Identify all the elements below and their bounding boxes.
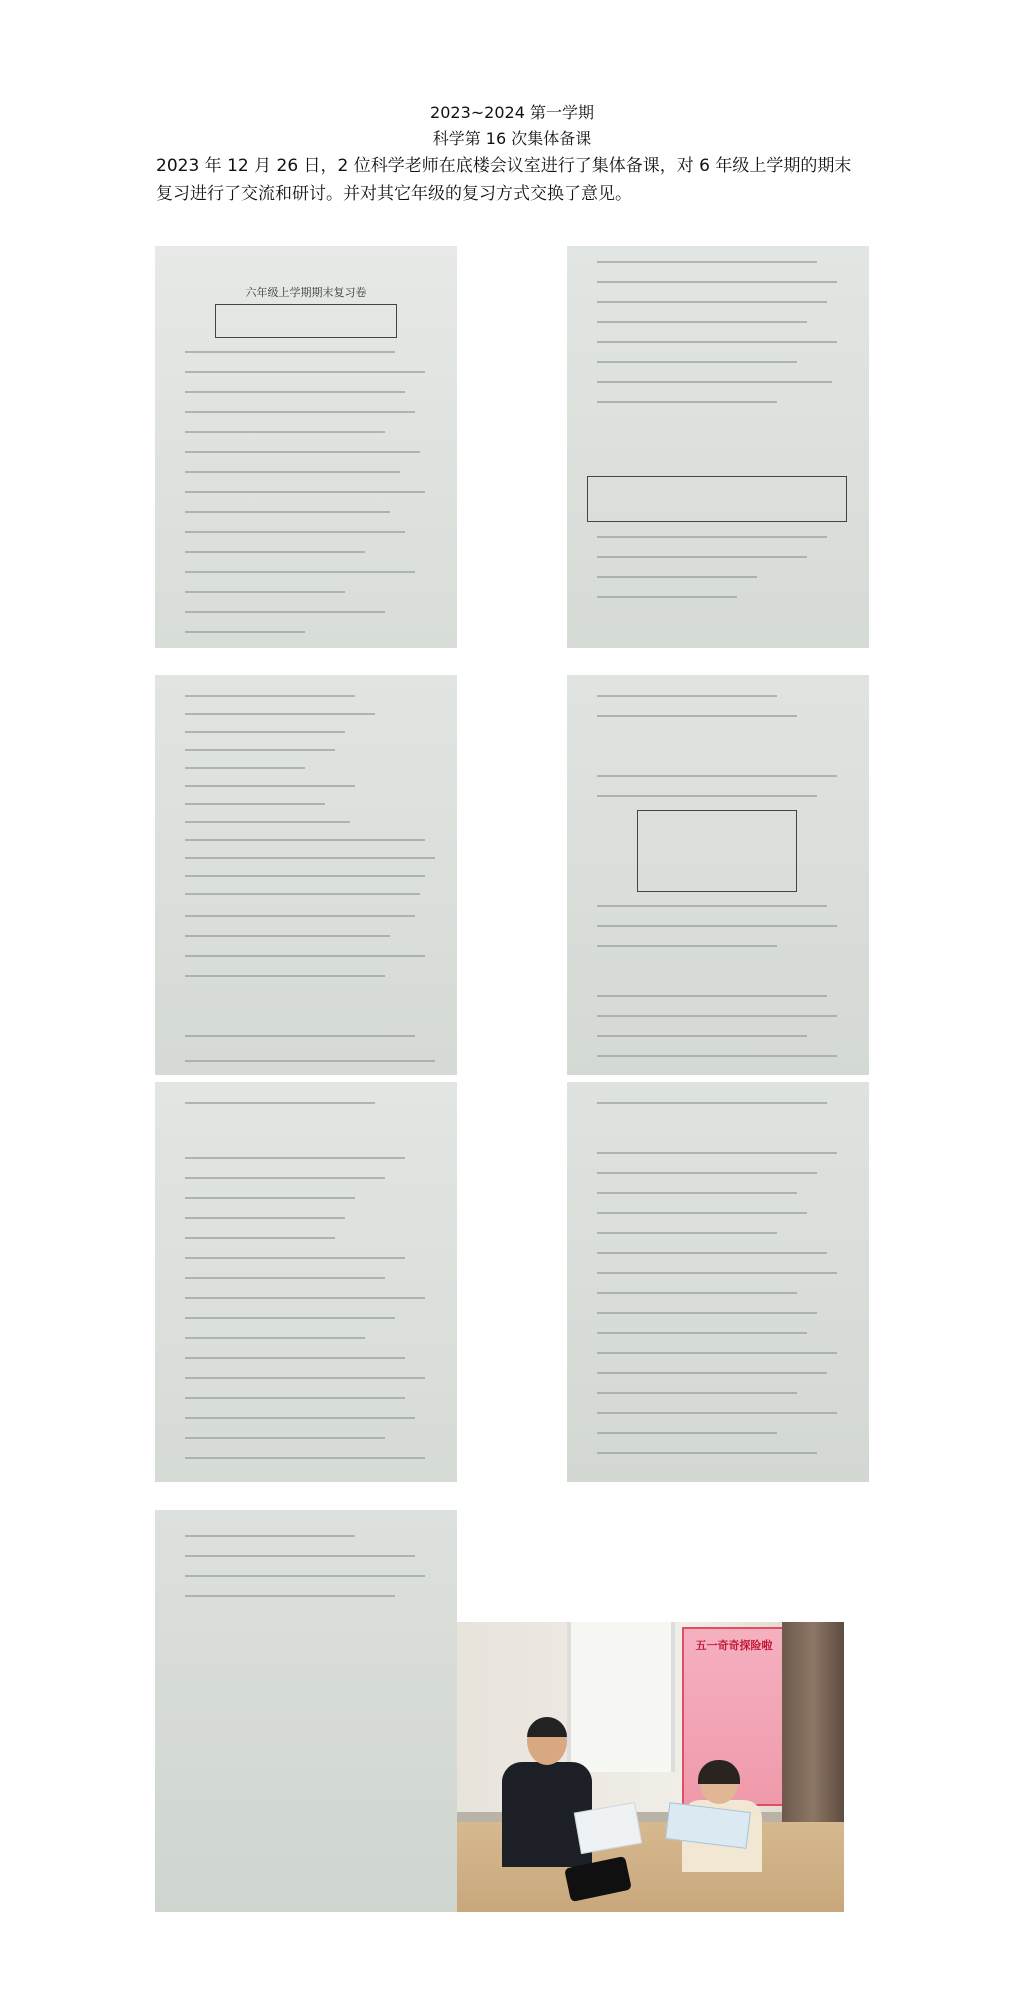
experiment-table bbox=[587, 476, 847, 522]
semester-heading: 2023~2024 第一学期 bbox=[430, 103, 594, 122]
exam-sheet-title: 六年级上学期期末复习卷 bbox=[245, 286, 367, 299]
exam-photo-6 bbox=[567, 1082, 869, 1482]
exam-photo-1 bbox=[155, 246, 457, 648]
exam-photo-2 bbox=[567, 246, 869, 648]
meeting-photo bbox=[457, 1622, 844, 1912]
lesson-title: 科学第 16 次集体备课 bbox=[432, 129, 592, 148]
exam-photo-3 bbox=[155, 675, 457, 1075]
life-table bbox=[637, 810, 797, 892]
summary-line-1: 2023 年 12 月 26 日，2 位科学老师在底楼会议室进行了集体备课，对 6 年级上学期的期末 bbox=[156, 156, 852, 176]
score-table bbox=[215, 304, 397, 338]
exam-photo-5 bbox=[155, 1082, 457, 1482]
exam-photo-4 bbox=[567, 675, 869, 1075]
poster-title: 五一奇奇探险啦 bbox=[695, 1639, 773, 1652]
exam-photo-7 bbox=[155, 1510, 457, 1912]
summary-line-2: 复习进行了交流和研讨。并对其它年级的复习方式交换了意见。 bbox=[156, 184, 632, 204]
